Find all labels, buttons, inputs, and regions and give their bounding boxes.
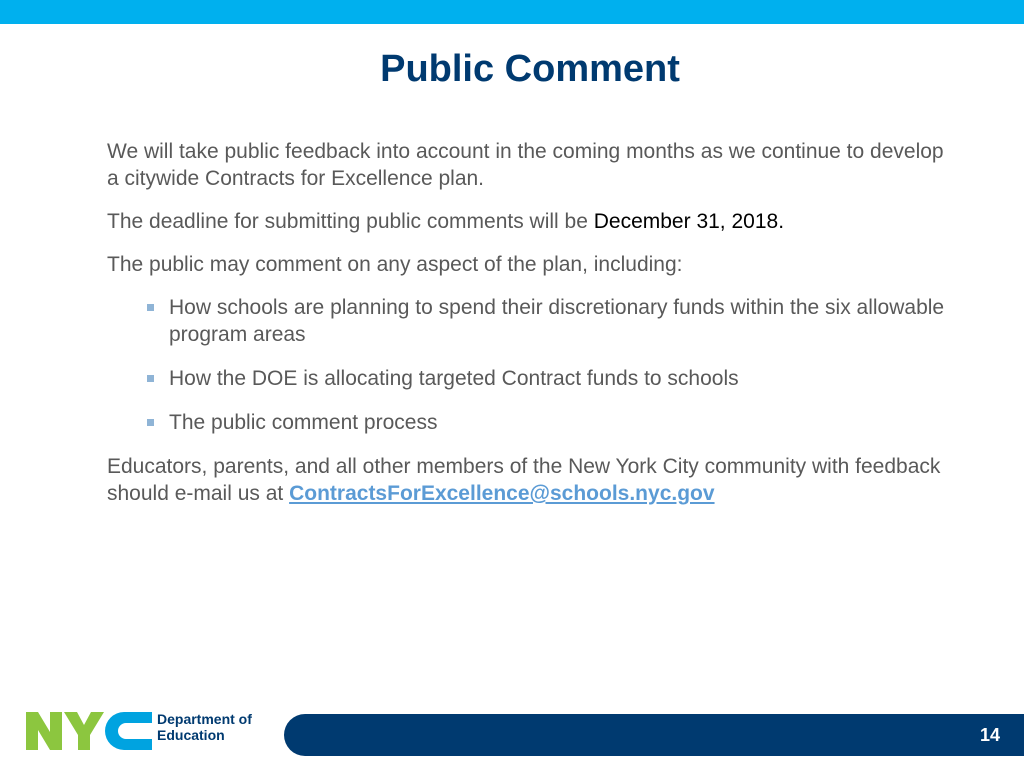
deadline-period: . (778, 210, 785, 233)
list-item-text: How the DOE is allocating targeted Contract funds to schools (169, 367, 739, 390)
deadline-paragraph (107, 208, 947, 235)
square-bullet-icon (147, 419, 154, 426)
closing-paragraph (107, 453, 947, 507)
square-bullet-icon (147, 304, 154, 311)
square-bullet-icon (147, 375, 154, 382)
email-link[interactable]: ContractsForExcellence@schools.nyc.gov (289, 482, 715, 505)
list-item (107, 365, 947, 392)
list-item (107, 294, 947, 348)
logo-line-2: Education (157, 727, 225, 743)
nyc-doe-logo (24, 708, 274, 756)
closing-text: Educators, parents, and all other members of the New York City community with feedback should e-mail us at (107, 455, 941, 505)
nyc-logo-icon (24, 708, 154, 754)
footer-bar (284, 714, 1024, 756)
comment-topics-list (107, 294, 947, 436)
page-number: 14 (979, 725, 1000, 745)
top-accent-band (0, 0, 1024, 24)
intro-paragraph: We will take public feedback into account in the coming months as we continue to develop a citywide Contracts for Excellence plan. (107, 140, 944, 190)
list-item-text: The public comment process (169, 411, 438, 434)
list-item-text: How schools are planning to spend their discretionary funds within the six allowable program areas (169, 296, 945, 346)
logo-text (157, 711, 252, 743)
deadline-date: December 31, 2018 (593, 210, 779, 233)
logo-line-1: Department of (157, 711, 252, 727)
comment-intro: The public may comment on any aspect of the plan, including: (107, 253, 683, 276)
slide-body (107, 138, 947, 523)
slide-title: Public Comment (380, 48, 680, 90)
list-item (107, 409, 947, 436)
deadline-text: The deadline for submitting public comments will be (107, 210, 594, 233)
